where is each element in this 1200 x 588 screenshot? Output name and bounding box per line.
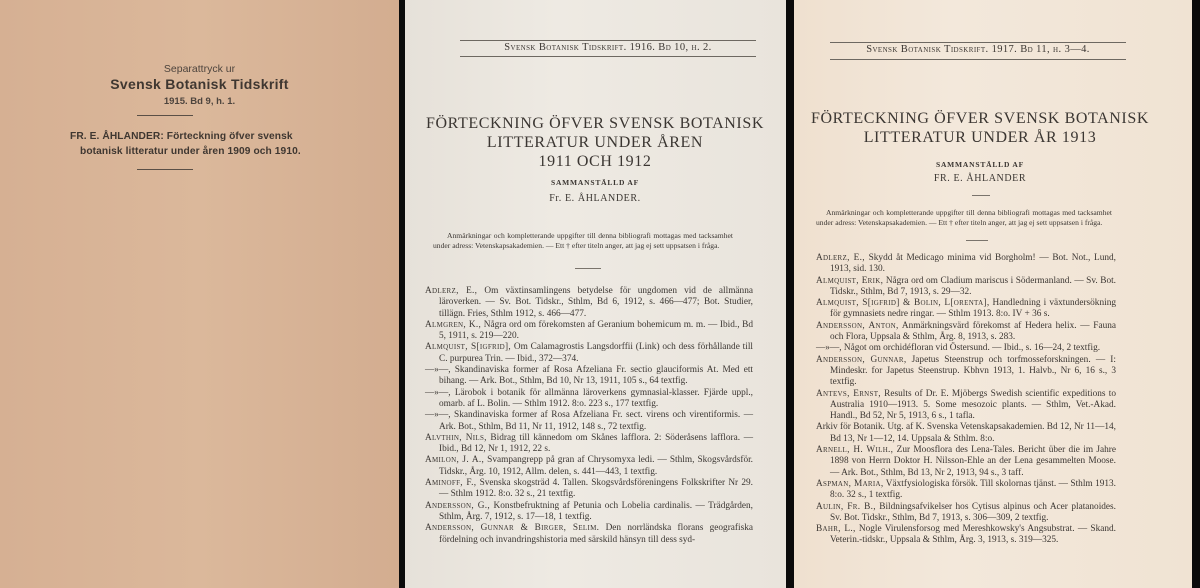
cover-page-1915 bbox=[0, 0, 399, 588]
list-item: —»—, Något om orchidéfloran vid Östersund. — Ibid., s. 16—24, 2 textfig. bbox=[816, 343, 1101, 354]
header-rule-top bbox=[460, 40, 756, 41]
list-item: Almquist, Erik, Några ord om Cladium mariscus i Södermanland. — Sv. Bot. Tidskr., Sthlm, Bd 7, 1913, s. 29—32. bbox=[816, 275, 1117, 297]
author-name: Fr. E. ÅHLANDER. bbox=[549, 193, 641, 204]
list-item: Andersson, G., Konstbefruktning af Petunia och Lobelia cardinalis. — Trädgården, Sthlm, Årg. 7, 1912, s. 17—18, 1 textfig. bbox=[425, 500, 753, 522]
short-rule bbox=[966, 240, 988, 241]
editorial-note: Anmärkningar och kompletterande uppgifter till denna bibliografi mottagas med tacksamhet under adress: Vetenskapsakademien. — Ett † efter titeln anger, att jag ej sett uppsatsen i fråga. bbox=[816, 208, 1112, 227]
running-header: Svensk Botanisk Tidskrift. 1917. Bd 11, h. 3—4. bbox=[866, 44, 1090, 55]
article-title bbox=[70, 129, 330, 159]
list-item: Andersson, Gunnar, Japetus Steenstrup och torfmosseforskningen. — I: Mindeskr. for Japetus Steenstrup. Kbhvn 1913, 1. Halvb., Nr 6, 16 s., 3 textfig. bbox=[816, 354, 1116, 388]
page-1916 bbox=[405, 0, 786, 588]
journal-title: Svensk Botanisk Tidskrift bbox=[110, 76, 289, 92]
list-item: Aulin, Fr. B., Bildningsafvikelser hos Cytisus alpinus och Acer platanoides. Sv. Bot. Tidskr., Sthlm, Bd 7, 1913, s. 306—309, 2 textfig. bbox=[816, 501, 1116, 523]
list-item: —»—, Skandinaviska former af Rosa Afzeliana Fr. sectio glauciformis At. Med ett bihang. — Ark. Bot., Sthlm, Bd 10, Nr 13, 1911, 105 s., 64 textfig. bbox=[425, 365, 753, 387]
title-line-2: LITTERATUR UNDER ÅREN bbox=[486, 134, 704, 151]
compiled-by-label: SAMMANSTÄLLD AF bbox=[550, 178, 640, 187]
short-rule bbox=[575, 268, 601, 269]
bibliography-list bbox=[816, 253, 1116, 547]
title-line-2: LITTERATUR UNDER ÅR 1913 bbox=[863, 129, 1097, 146]
list-item: Amilon, J. A., Svampangrepp på gran af Chrysomyxa ledi. — Sthlm, Skogsvårdsför. Tidskr., Årg. 10, 1912, Allm. delen, s. 441—443, 1 textfig. bbox=[425, 455, 754, 477]
list-item: Almquist, S[igfrid], Om Calamagrostis Langsdorffii (Link) och dess förhållande till C. purpurea Trin. — Ibid., 372—374. bbox=[425, 342, 753, 364]
list-item: Almquist, S[igfrid] & Bolin, L[orenta], Handledning i växtundersökning för gymnasiets nedre ringar. — Sthlm 1913. 8:o. IV + 36 s. bbox=[816, 298, 1116, 320]
divider-rule bbox=[137, 115, 193, 116]
list-item: Arnell, H. Wilh., Zur Moosflora des Lena-Tales. Bericht über die im Jahre 1898 von Herrn Doktor H. Nilsson-Ehle an der Lena gesammelten Moose. — Ark. Bot., Sthlm, Bd 13, Nr 2, 1913, 94 s., 3 taff. bbox=[816, 445, 1116, 478]
list-item: Andersson, Anton, Anmärkningsvärd förekomst af Hedera helix. — Fauna och Flora, Uppsala & Sthlm, Årg. 8, 1913, s. 283. bbox=[816, 320, 1116, 343]
short-rule bbox=[972, 195, 990, 196]
list-item: Antevs, Ernst, Results of Dr. E. Mjöbergs Swedish scientific expeditions to Australia 1910—1913. 5. Some mesozoic plants. — Sthlm, Vet.-Akad. Handl., Bd 52, Nr 5, 1913, 6 s., 1 tafla. bbox=[816, 388, 1116, 422]
header-rule-top bbox=[830, 42, 1126, 43]
list-item: —»—, Lärobok i botanik för allmänna läroverkens gymnasial-klasser. Fjärde uppl., omarb. af L. Bolin. — Sthlm 1912. 8:o. 223 s., 177 textfig. bbox=[425, 387, 753, 409]
list-item: Aspman, Maria, Växtfysiologiska försök. Till skolornas tjänst. — Sthlm 1913. 8:o. 32 s., 1 textfig. bbox=[816, 478, 1116, 501]
list-item: Adlerz, E., Skydd åt Medicago minima vid Borgholm! — Bot. Not., Lund, 1913, sid. 130. bbox=[816, 253, 1117, 275]
article-title-line2: botanisk litteratur under åren 1909 och 1910. bbox=[80, 146, 301, 157]
list-item: —»—, Skandinaviska former af Rosa Afzeliana Fr. sect. virens och virentiformis. — Ark. Bot., Sthlm, Bd 11, Nr 11, 1912, 148 s., 72 textfig. bbox=[425, 410, 753, 432]
bibliography-list bbox=[425, 286, 753, 546]
title-line-1: FÖRTECKNING ÖFVER SVENSK BOTANISK bbox=[810, 110, 1150, 127]
list-item: Almgren, K., Några ord om förekomsten af Geranium bohemicum m. m. — Ibid., Bd 5, 1911, s. 219—220. bbox=[425, 319, 753, 342]
article-title-line1: FR. E. ÅHLANDER: Förteckning öfver svensk bbox=[70, 131, 293, 142]
compiled-by-label: SAMMANSTÄLLD AF bbox=[935, 160, 1025, 169]
list-item: Andersson, Gunnar & Birger, Selim. Den norrländska florans geografiska fördelning och invandringshistoria med särskild hänsyn till dess syd- bbox=[425, 523, 753, 545]
title-line-1: FÖRTECKNING ÖFVER SVENSK BOTANISK bbox=[425, 115, 765, 132]
title-line-3: 1911 OCH 1912 bbox=[538, 153, 652, 170]
list-item: Aminoff, F., Svenska skogsträd 4. Tallen. Skogsvårdsföreningens Folkskrifter Nr 29. — Sthlm 1912. 8:o. 32 s., 21 textfig. bbox=[425, 478, 753, 500]
divider-rule bbox=[137, 169, 193, 170]
list-item: Arkiv för Botanik. Utg. af K. Svenska Vetenskapsakademien. Bd 12, Nr 11—14, Bd 13, Nr 1—12, 14. Uppsala & Sthlm. 8:o. bbox=[816, 422, 1116, 444]
offprint-label: Separattryck ur bbox=[163, 63, 236, 75]
list-item: Adlerz, E., Om växtinsamlingens betydelse för ungdomen vid de allmänna läroverken. — Sv. Bot. Tidskr., Sthlm, Bd 6, 1912, s. 466—477; Bot. Studier, tillägn. Fries, Sthlm 1912, s. 466—477. bbox=[425, 286, 753, 319]
editorial-note: Anmärkningar och kompletterande uppgifter till denna bibliografi mottagas med tacksamhet under adress: Vetenskapsakademien. — Ett † efter titeln anger, att jag ej sett uppsatsen i fråga. bbox=[433, 231, 733, 250]
list-item: Bahr, L., Nogle Virulensforsog med Mereshkowsky's Angsubstrat. — Skand. Veterin.-tidskr., Uppsala & Sthlm, Årg. 3, 1913, s. 319—325. bbox=[816, 524, 1117, 546]
running-header: Svensk Botanisk Tidskrift. 1916. Bd 10, h. 2. bbox=[504, 42, 712, 53]
header-rule-bottom bbox=[830, 59, 1126, 60]
volume-info: 1915. Bd 9, h. 1. bbox=[163, 96, 236, 107]
list-item: Alvthin, Nils, Bidrag till kännedom om Skånes lafflora. 2: Söderåsens lafflora. — Ibid., Bd 12, Nr 1, 1912, 22 s. bbox=[425, 432, 753, 455]
page-1917 bbox=[794, 0, 1192, 588]
header-rule-bottom bbox=[460, 56, 756, 57]
author-name: FR. E. ÅHLANDER bbox=[933, 173, 1027, 184]
